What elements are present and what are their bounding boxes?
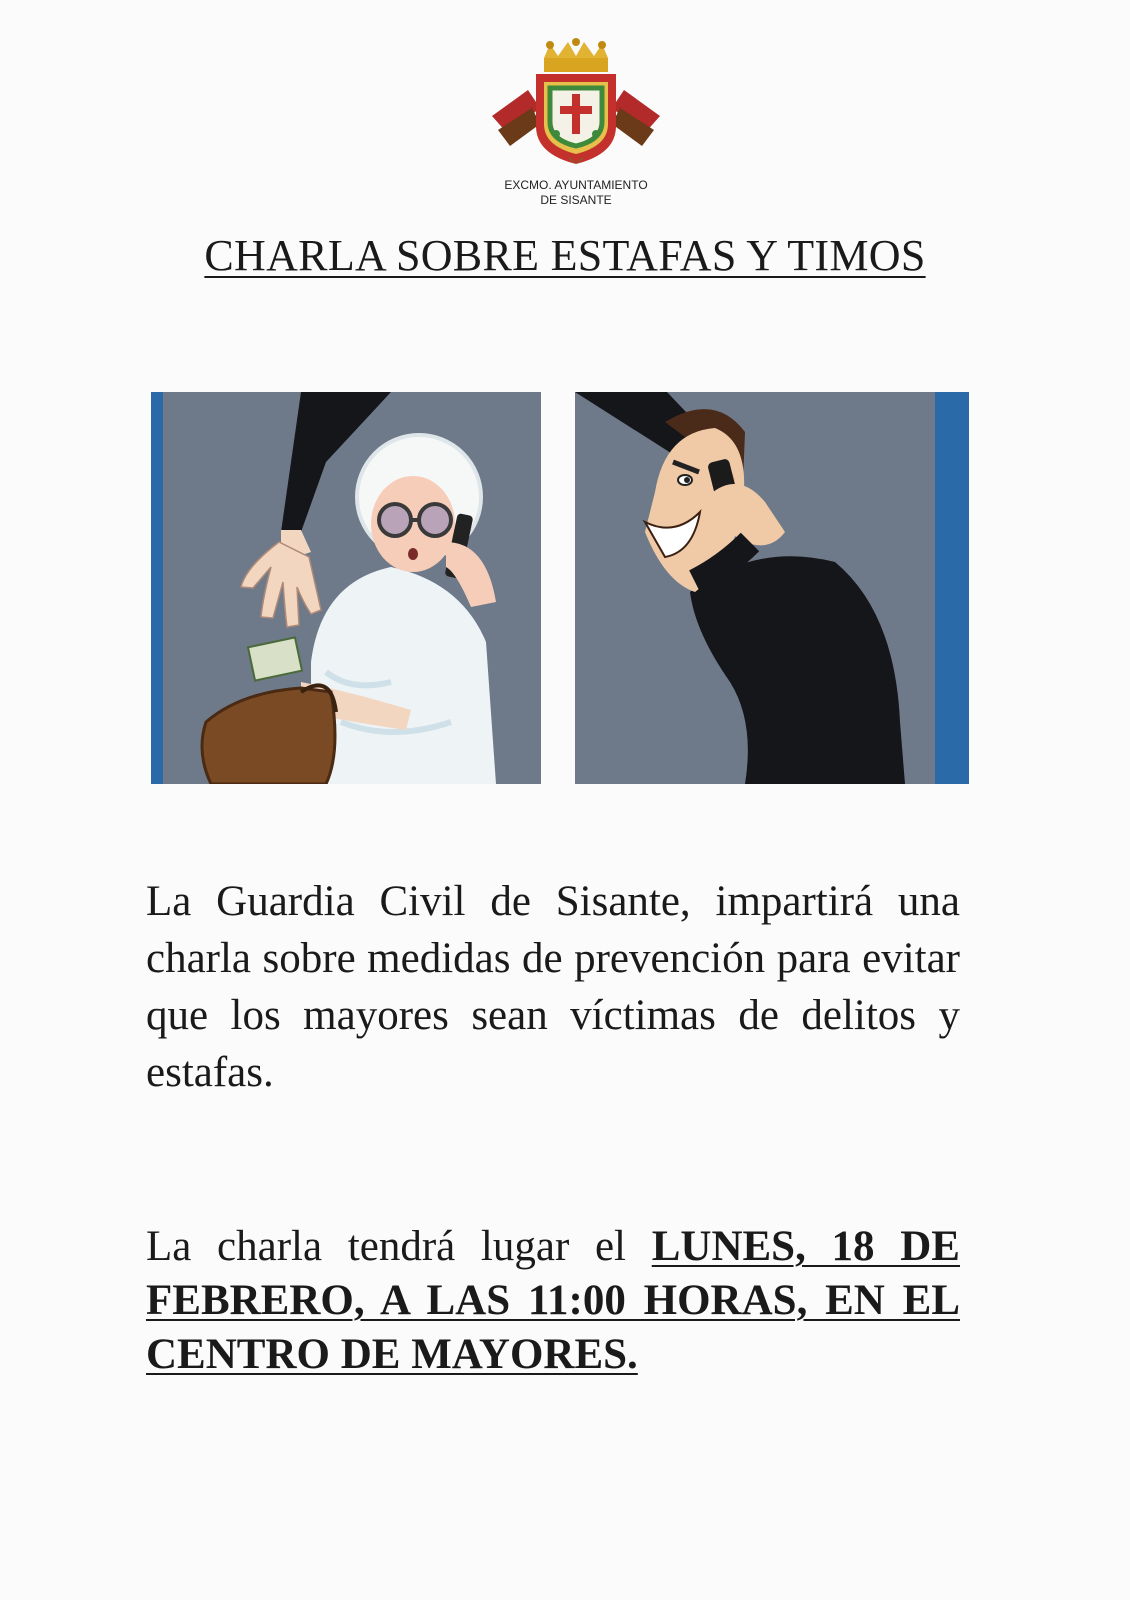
page-title	[0, 230, 1130, 282]
organization-name	[440, 178, 712, 208]
elderly-woman-phone-thief-illustration	[151, 392, 541, 784]
page-title-text: CHARLA SOBRE ESTAFAS Y TIMOS	[204, 231, 926, 280]
event-schedule-intro: La charla tendrá lugar el	[146, 1223, 652, 1270]
event-date-location: LUNES, 18 DE FEBRERO, A LAS 11:00 HORAS, EN EL CENTRO DE MAYORES.	[146, 1223, 960, 1378]
org-line-1: EXCMO. AYUNTAMIENTO	[504, 178, 648, 192]
municipal-crest-icon	[488, 38, 664, 170]
org-line-2: DE SISANTE	[540, 193, 612, 207]
scammer-on-phone-illustration	[575, 392, 969, 784]
event-description: La Guardia Civil de Sisante, impartirá una charla sobre medidas de prevención para evitar que los mayores sean víctimas de delitos y estafas.	[146, 878, 960, 1096]
event-schedule	[146, 1220, 960, 1382]
